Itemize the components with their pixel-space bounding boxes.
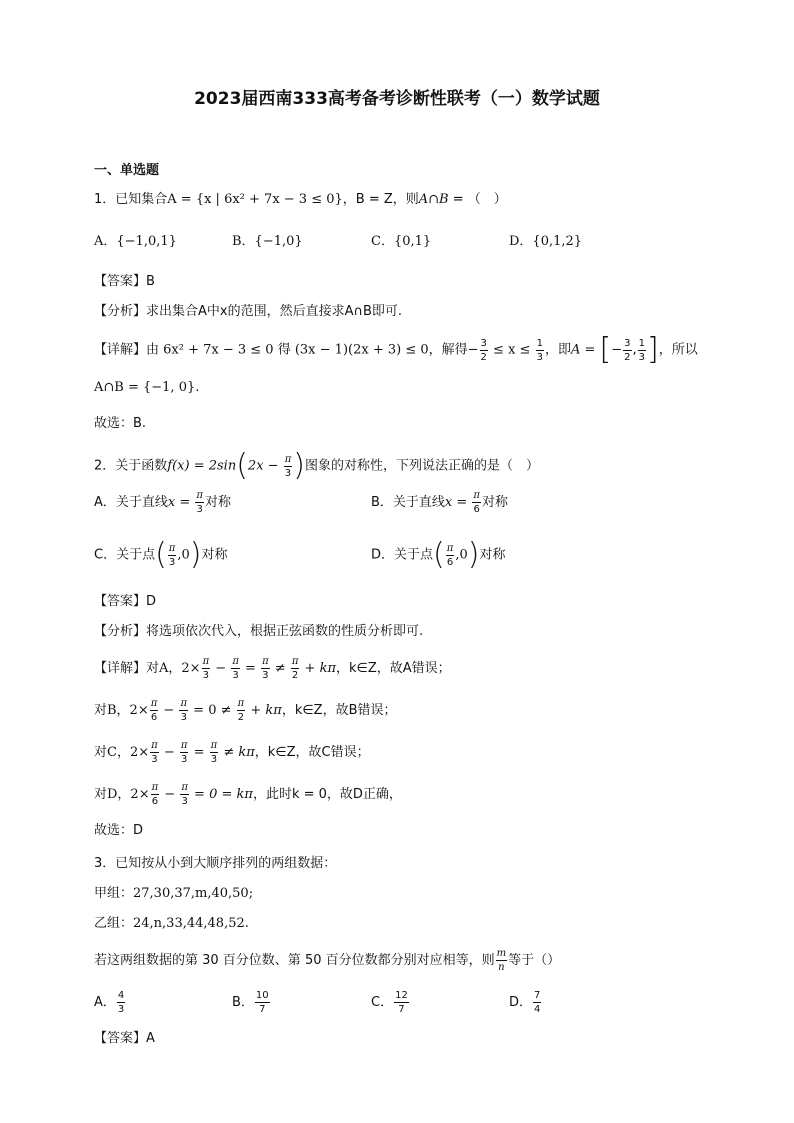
q3-stem: 3．已知按从小到大顺序排列的两组数据： <box>94 856 337 871</box>
q2-opt-c-frac <box>168 542 177 569</box>
q1-stem-b: ，B = Z，则 <box>342 192 419 207</box>
q2-frac-num: π <box>262 656 269 667</box>
q1-set-a: A = {x | 6x² + 7x − 3 ≤ 0} <box>167 192 343 207</box>
q1-option-d: D．{0,1,2} <box>509 234 583 249</box>
left-paren-icon: ( <box>155 537 167 572</box>
q2-db-minus: − <box>159 703 179 718</box>
q2-frac-num: π <box>151 782 159 793</box>
q3-frac-num: 7 <box>534 990 541 1001</box>
q1-frac-den: 3 <box>536 351 543 363</box>
q2-opt-b-tail: 对称 <box>482 495 509 510</box>
q1-option-b: B．{−1,0} <box>232 234 303 249</box>
q1-stem <box>94 192 507 208</box>
q1-frac-num: 1 <box>638 337 646 349</box>
q2-frac-num: π <box>180 740 188 751</box>
q1-final: 故选：B. <box>94 416 147 431</box>
q3-frac-den: 7 <box>259 1004 266 1015</box>
q3-option-c <box>371 989 410 1016</box>
q2-detail-d <box>94 781 402 808</box>
q1-detail-line2: A∩B = {−1, 0}. <box>94 380 200 395</box>
q2-da-frac1 <box>202 655 211 682</box>
q1-a-eq: A = <box>570 342 600 358</box>
q2-frac-den: 3 <box>180 712 187 723</box>
q2-opt-b-label: B．关于直线 <box>371 495 445 510</box>
q3-answer: 【答案】A <box>94 1031 155 1046</box>
q2-db-frac2 <box>179 697 188 724</box>
q1-stem-c: = （ ） <box>448 192 507 207</box>
q2-frac-num: π <box>284 453 292 465</box>
q3-opt-a-frac <box>117 989 125 1016</box>
q1-comma: , <box>632 342 637 358</box>
q3-opt-b-label: B． <box>232 995 254 1010</box>
q1-frac-num: 3 <box>624 337 631 349</box>
q3-frac-m-n <box>496 947 507 974</box>
q2-dc-tail: ，k∈Z，故C错误； <box>254 745 370 760</box>
q2-da-minus: − <box>211 661 231 676</box>
q2-opt-a-x: x = <box>167 495 195 510</box>
q2-stem-a: 2．关于函数 <box>94 458 168 474</box>
q2-frac-den: 6 <box>151 796 159 807</box>
q2-opt-b-frac <box>472 489 481 516</box>
q2-option-d <box>371 537 505 573</box>
q2-option-b <box>371 489 508 516</box>
q2-detail-label: 【详解】 <box>94 661 147 676</box>
q2-db-kpi: + kπ <box>246 703 282 718</box>
q3-cond-text: 若这两组数据的第 30 百分位数、第 50 百分位数都分别对应相等，则 <box>94 953 495 968</box>
q2-db-frac3 <box>237 697 246 724</box>
q3-cond-end: 等于（） <box>508 953 561 968</box>
q1-ji: ，即 <box>544 342 571 358</box>
q3-option-a <box>94 989 126 1016</box>
q2-frac-den: 3 <box>196 504 203 515</box>
q2-dc-frac1 <box>150 739 159 766</box>
q3-frac-den: n <box>498 962 505 973</box>
q2-opt-d-label: D．关于点 <box>371 547 434 563</box>
q2-opt-a-tail: 对称 <box>204 495 231 510</box>
q3-frac-den: 3 <box>117 1004 125 1015</box>
q2-option-c <box>94 537 228 573</box>
q1-frac-num: 1 <box>536 337 543 349</box>
q1-detail-line1 <box>94 332 698 368</box>
q2-opt-b-x: x = <box>444 495 472 510</box>
q3-opt-c-frac <box>394 989 409 1016</box>
q3-option-d <box>509 989 542 1016</box>
q1-frac-3-2 <box>480 337 488 364</box>
q2-detail-c <box>94 739 370 766</box>
q1-ineq: ≤ x ≤ <box>488 342 535 358</box>
q1-option-a: A．{−1,0,1} <box>94 234 177 249</box>
q2-frac-den: 3 <box>202 670 210 681</box>
left-paren-icon: ( <box>236 448 248 483</box>
q1-frac-den: 2 <box>480 351 487 363</box>
q2-dc-frac3 <box>210 739 219 766</box>
q3-frac-num: m <box>496 948 507 959</box>
q1-frac-num: 3 <box>480 337 487 349</box>
q2-dd-eq: = 0 = kπ <box>189 787 253 802</box>
q2-dc-minus: − <box>159 745 179 760</box>
page-title: 2023届西南333高考备考诊断性联考（一）数学试题 <box>194 89 600 109</box>
q2-frac-den: 3 <box>180 754 188 765</box>
q2-da-frac4 <box>291 655 300 682</box>
q2-da-lead: 对A，2× <box>146 661 201 676</box>
q2-frac-num: π <box>232 656 239 667</box>
q2-da-kpi: + kπ <box>300 661 336 676</box>
q2-da-neq: ≠ <box>270 661 290 676</box>
q2-detail-a <box>94 655 451 682</box>
q2-frac-den: 6 <box>473 504 480 515</box>
q3-opt-a-label: A． <box>94 995 116 1010</box>
q2-da-frac3 <box>261 655 270 682</box>
q2-opt-a-label: A．关于直线 <box>94 495 168 510</box>
q2-opt-c-label: C．关于点 <box>94 547 156 563</box>
q2-frac-num: π <box>168 542 176 554</box>
q3-opt-b-frac <box>255 989 270 1016</box>
q2-frac-den: 3 <box>168 556 176 568</box>
q2-dd-lead: 对D，2× <box>94 787 150 802</box>
q2-frac-num: π <box>202 656 210 667</box>
right-bracket-icon: ] <box>647 332 659 367</box>
q3-frac-num: 4 <box>117 990 125 1001</box>
q2-option-a <box>94 489 231 516</box>
q2-frac-num: π <box>151 740 158 751</box>
q2-frac-num: π <box>180 698 188 709</box>
q1-stem-a: 1．已知集合 <box>94 192 168 207</box>
q2-frac-den: 3 <box>210 754 218 765</box>
q2-detail-b <box>94 697 397 724</box>
right-paren-icon: ) <box>189 537 202 572</box>
q2-opt-d-frac <box>446 542 455 569</box>
q1-neg: − <box>467 342 479 358</box>
q2-frac-num: π <box>473 490 480 501</box>
q2-frac-den: 3 <box>151 754 158 765</box>
q2-func: f(x) = 2sin <box>167 458 237 474</box>
q2-dd-minus: − <box>160 787 180 802</box>
q2-stem <box>94 448 539 484</box>
q3-frac-num: 10 <box>255 990 269 1001</box>
q2-dd-frac2 <box>180 781 189 808</box>
q1-answer: 【答案】B <box>94 274 155 289</box>
q1-frac-3-2b <box>623 337 631 364</box>
q2-da-tail: ，k∈Z，故A错误； <box>336 661 451 676</box>
q2-db-tail: ，k∈Z，故B错误； <box>281 703 397 718</box>
q2-frac-den: 3 <box>262 670 269 681</box>
q2-opt-d-tail: 对称 <box>479 547 506 563</box>
q2-arg: 2x − <box>247 458 283 474</box>
q2-opt-c-tail: 对称 <box>201 547 228 563</box>
q2-frac-den: 2 <box>237 712 245 723</box>
q2-opt-a-frac <box>195 489 204 516</box>
q2-opt-c-zero: ,0 <box>177 547 190 563</box>
q2-frac-num: π <box>181 782 188 793</box>
q3-opt-d-label: D． <box>509 995 533 1010</box>
right-paren-icon: ) <box>293 448 305 483</box>
q1-detail-text: 由 6x² + 7x − 3 ≤ 0 得 (3x − 1)(2x + 3) ≤ 0，解得 <box>146 342 468 358</box>
q2-dc-lead: 对C，2× <box>94 745 150 760</box>
q2-db-frac1 <box>150 697 159 724</box>
q2-frac-den: 3 <box>181 796 188 807</box>
q2-db-lead: 对B，2× <box>94 703 149 718</box>
q2-answer: 【答案】D <box>94 594 157 609</box>
q2-frac-num: π <box>446 542 454 554</box>
q1-suoyi: ，所以 <box>658 342 698 358</box>
q2-final: 故选：D <box>94 823 144 838</box>
section-heading: 一、单选题 <box>94 163 160 178</box>
left-paren-icon: ( <box>433 537 445 572</box>
q1-frac-den: 3 <box>638 351 646 363</box>
q2-dd-tail: ，此时k = 0，故D正确， <box>252 787 402 802</box>
q3-frac-den: 7 <box>398 1004 405 1015</box>
q2-db-zero: = 0 ≠ <box>189 703 236 718</box>
q2-frac-den: 3 <box>284 467 292 479</box>
q3-opt-c-label: C． <box>371 995 394 1010</box>
q2-frac-den: 3 <box>232 670 239 681</box>
q1-option-c: C．{0,1} <box>371 234 432 249</box>
q2-dc-eq: = <box>189 745 209 760</box>
q1-frac-1-3b <box>638 337 646 364</box>
q2-stem-b: 图象的对称性，下列说法正确的是（ ） <box>304 458 539 474</box>
q1-frac-den: 2 <box>624 351 631 363</box>
q2-dc-frac2 <box>180 739 189 766</box>
q2-opt-d-zero: ,0 <box>455 547 468 563</box>
q2-frac-num: π <box>150 698 158 709</box>
q2-analysis: 【分析】将选项依次代入，根据正弦函数的性质分析即可. <box>94 624 424 639</box>
q3-option-b <box>232 989 271 1016</box>
q3-condition <box>94 947 560 974</box>
q3-frac-den: 4 <box>534 1004 541 1015</box>
q2-frac-num: π <box>210 740 218 751</box>
q1-frac-1-3 <box>536 337 544 364</box>
q3-opt-d-frac <box>533 989 541 1016</box>
q1-analysis: 【分析】求出集合A中x的范围，然后直接求A∩B即可. <box>94 304 403 319</box>
q2-dc-neq: ≠ kπ <box>219 745 255 760</box>
q1-neg2: − <box>611 342 623 358</box>
q3-group1: 甲组：27,30,37,m,40,50; <box>94 886 254 901</box>
q2-frac-den: 2 <box>291 670 299 681</box>
q3-group2: 乙组：24,n,33,44,48,52. <box>94 916 249 931</box>
left-bracket-icon: [ <box>599 332 612 367</box>
q2-frac-den: 6 <box>150 712 158 723</box>
q2-frac-num: π <box>291 656 299 667</box>
q2-frac-pi-3 <box>284 453 293 480</box>
q2-frac-den: 6 <box>446 556 454 568</box>
q2-da-frac2 <box>231 655 240 682</box>
q1-expr: A∩B <box>418 192 449 207</box>
right-paren-icon: ) <box>467 537 480 572</box>
q3-frac-num: 12 <box>395 990 408 1001</box>
q2-frac-num: π <box>196 490 203 501</box>
q2-da-eq: = <box>240 661 261 676</box>
q2-frac-num: π <box>237 698 245 709</box>
q1-detail-label: 【详解】 <box>94 342 147 358</box>
q2-dd-frac1 <box>151 781 160 808</box>
